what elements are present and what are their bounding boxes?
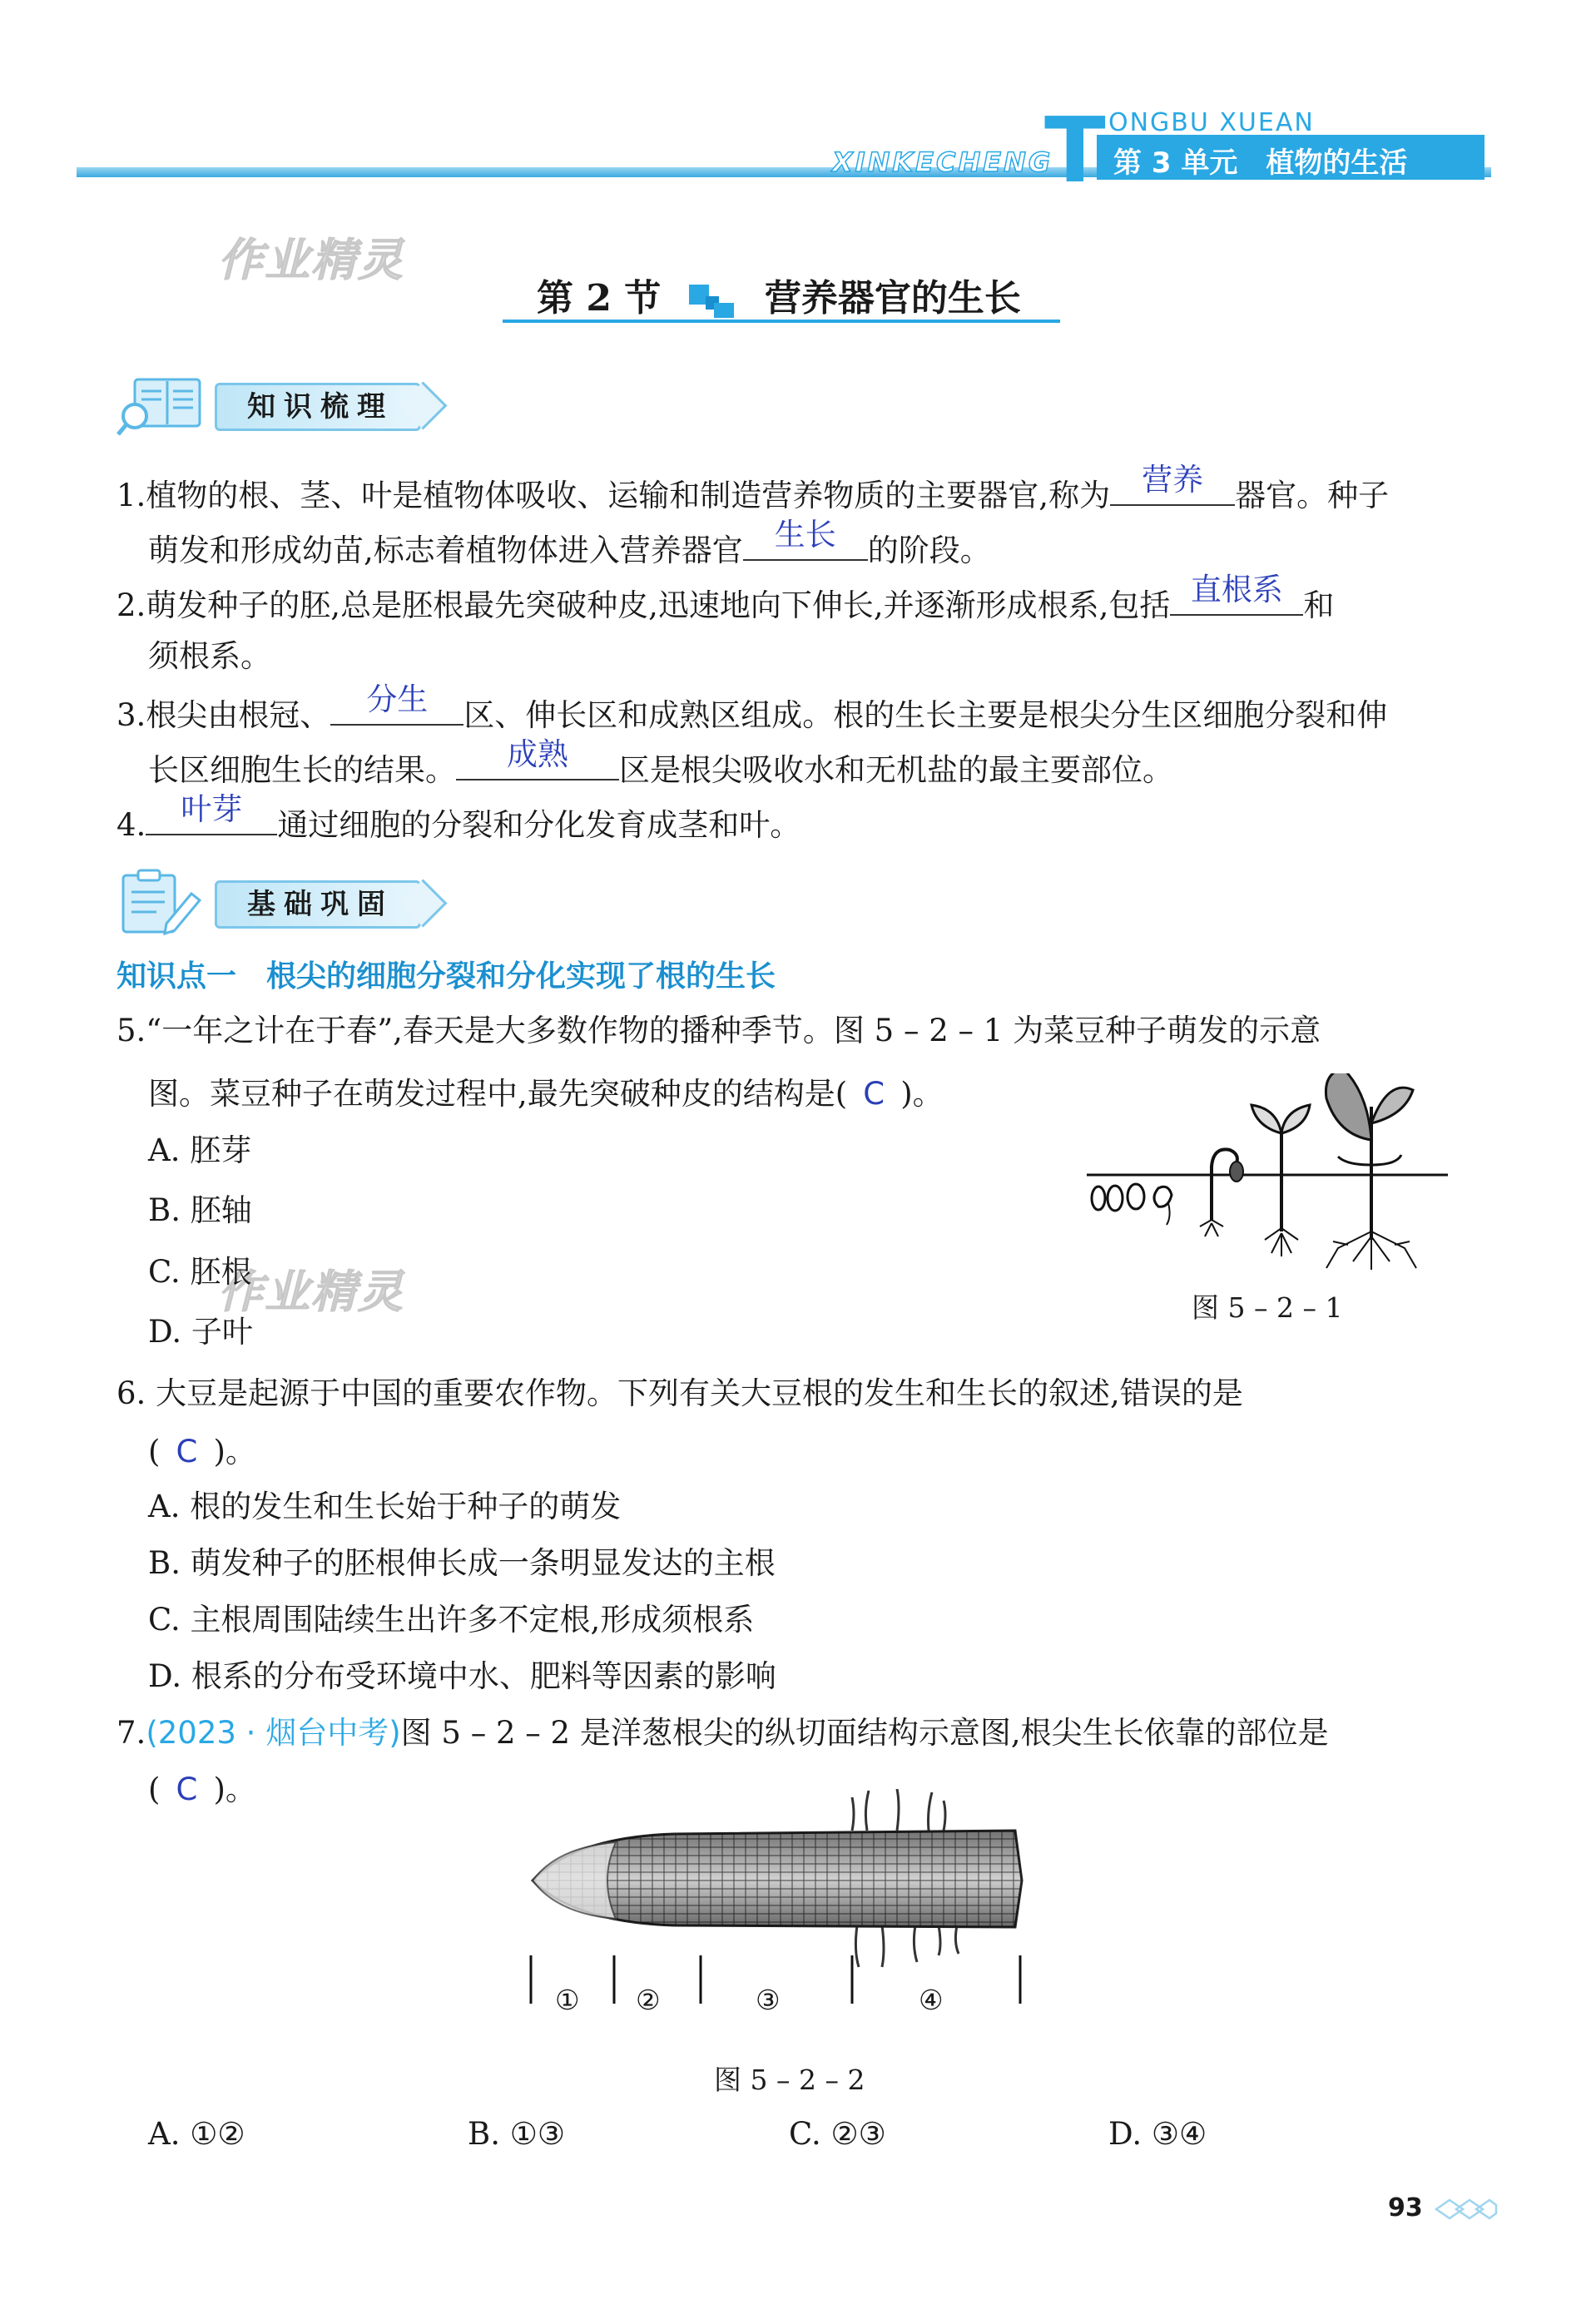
- knowledge-item-4: [116, 791, 801, 846]
- item-text: 长区细胞生长的结果。: [148, 752, 456, 788]
- q6-option-b: B. 萌发种子的胚根伸长成一条明显发达的主根: [148, 1545, 776, 1581]
- item-number: 4.: [116, 807, 146, 843]
- handwritten-answer: 叶芽: [181, 791, 243, 827]
- header-letter: T: [1044, 99, 1106, 203]
- figure-5-2-1-caption: 图 5 – 2 – 1: [1192, 1291, 1343, 1324]
- question-text: 图 5 – 2 – 2 是洋葱根尖的纵切面结构示意图,根尖生长依靠的部位是: [400, 1715, 1329, 1751]
- knowledge-item-2: [116, 572, 1335, 627]
- section-title: [537, 268, 1021, 321]
- root-tip-figure: [524, 1789, 1040, 2017]
- clipboard-pencil-icon: [115, 869, 205, 939]
- question-source: (2023 · 烟台中考): [146, 1715, 401, 1751]
- item-text: 须根系。: [148, 638, 271, 674]
- q7-line2: [148, 1769, 256, 1811]
- handwritten-answer: 营养: [1142, 462, 1204, 498]
- region-label: ②: [636, 1984, 661, 2016]
- page-ornament-icon: [1433, 2197, 1499, 2225]
- q6-line1: 6. 大豆是起源于中国的重要农作物。下列有关大豆根的发生和生长的叙述,错误的是: [116, 1375, 1243, 1411]
- question-text: )。: [900, 1076, 944, 1112]
- watermark: 作业精灵: [218, 1266, 404, 1318]
- item-text: 萌发种子的胚,总是胚根最先突破种皮,迅速地向下伸长,并逐渐形成根系,包括: [146, 587, 1171, 623]
- question-text: 图。菜豆种子在萌发过程中,最先突破种皮的结构是(: [148, 1076, 848, 1112]
- item-text: 植物的根、茎、叶是植物体吸收、运输和制造营养物质的主要器官,称为: [146, 478, 1111, 513]
- q5-line2: [148, 1073, 944, 1115]
- region-label: ④: [919, 1984, 944, 2016]
- handwritten-answer: 分生: [366, 681, 429, 717]
- page-number: 93: [1388, 2193, 1423, 2222]
- answer-blank: [743, 517, 868, 561]
- q5-option-c: C. 胚根: [148, 1254, 252, 1290]
- q5-option-a: A. 胚芽: [148, 1132, 252, 1168]
- section-underline: [503, 320, 1060, 323]
- q5-option-b: B. 胚轴: [148, 1192, 252, 1228]
- section-squares-icon: [689, 285, 737, 318]
- handwritten-answer: 成熟: [507, 736, 568, 772]
- handwritten-answer: 生长: [774, 517, 836, 553]
- bean-germination-figure: [1082, 1073, 1456, 1276]
- q6-line2: [148, 1431, 256, 1473]
- question-text: )。: [213, 1434, 256, 1469]
- knowledge-item-3: [116, 681, 1388, 736]
- question-text: (: [148, 1771, 161, 1807]
- item-number: 1.: [116, 478, 146, 513]
- knowledge-item-2-line2: [148, 636, 271, 677]
- book-icon: [115, 371, 205, 441]
- knowledge-item-1: [116, 462, 1390, 517]
- q7-option-a: A. ①②: [148, 2116, 245, 2152]
- handwritten-answer: 直根系: [1190, 572, 1283, 607]
- header-top-text: ONGBU XUEAN: [1108, 108, 1315, 137]
- header-unit: 第 3 单元 植物的生活: [1113, 146, 1408, 180]
- handwritten-answer: C: [176, 1771, 198, 1807]
- answer-blank: [1170, 572, 1303, 616]
- knowledge-point-heading: 知识点一 根尖的细胞分裂和分化实现了根的生长: [116, 959, 776, 994]
- item-text: 的阶段。: [867, 533, 991, 568]
- handwritten-answer: C: [863, 1076, 885, 1112]
- answer-blank: [146, 791, 277, 835]
- item-text: 区、伸长区和成熟区组成。根的生长主要是根尖分生区细胞分裂和伸: [463, 697, 1388, 733]
- q6-option-c: C. 主根周围陆续生出许多不定根,形成须根系: [148, 1602, 755, 1638]
- question-number: 7.: [116, 1715, 146, 1751]
- item-text: 区是根尖吸收水和无机盐的最主要部位。: [619, 752, 1173, 788]
- answer-blank: [330, 681, 463, 726]
- q7-line1: [116, 1712, 1329, 1754]
- section-number: 第 2 节: [537, 277, 662, 320]
- knowledge-item-3-line2: [148, 736, 1173, 791]
- figure-5-2-2-caption: 图 5 – 2 – 2: [714, 2064, 865, 2096]
- region-label: ③: [756, 1984, 781, 2016]
- banner-basics: 基础巩固: [215, 880, 421, 929]
- q5-option-d: D. 子叶: [148, 1314, 253, 1350]
- item-number: 2.: [116, 587, 146, 623]
- q6-option-d: D. 根系的分布受环境中水、肥料等因素的影响: [148, 1658, 776, 1694]
- answer-blank: [1110, 462, 1235, 506]
- item-text: 萌发和形成幼苗,标志着植物体进入营养器官: [148, 533, 743, 568]
- item-text: 通过细胞的分裂和分化发育成茎和叶。: [277, 807, 801, 843]
- watermark: 作业精灵: [218, 234, 404, 286]
- item-text: 根尖由根冠、: [146, 697, 331, 733]
- knowledge-item-1-line2: [148, 517, 991, 572]
- handwritten-answer: C: [176, 1434, 198, 1469]
- question-text: (: [148, 1434, 161, 1469]
- question-text: )。: [213, 1771, 256, 1807]
- item-text: 和: [1303, 587, 1335, 623]
- q6-option-a: A. 根的发生和生长始于种子的萌发: [148, 1489, 622, 1524]
- section-title-text: 营养器官的生长: [764, 277, 1021, 320]
- answer-blank: [456, 736, 619, 780]
- q7-option-c: C. ②③: [789, 2116, 886, 2152]
- banner-knowledge: 知识梳理: [215, 383, 421, 431]
- item-text: 器官。种子: [1235, 478, 1390, 513]
- item-number: 3.: [116, 697, 146, 733]
- q7-option-d: D. ③④: [1108, 2116, 1207, 2152]
- q7-option-b: B. ①③: [468, 2116, 566, 2152]
- region-label: ①: [555, 1984, 580, 2016]
- q5-line1: 5.“一年之计在于春”,春天是大多数作物的播种季节。图 5 – 2 – 1 为菜豆种子萌发的示意: [116, 1013, 1321, 1048]
- header-left-text: XINKECHENG: [832, 146, 1053, 178]
